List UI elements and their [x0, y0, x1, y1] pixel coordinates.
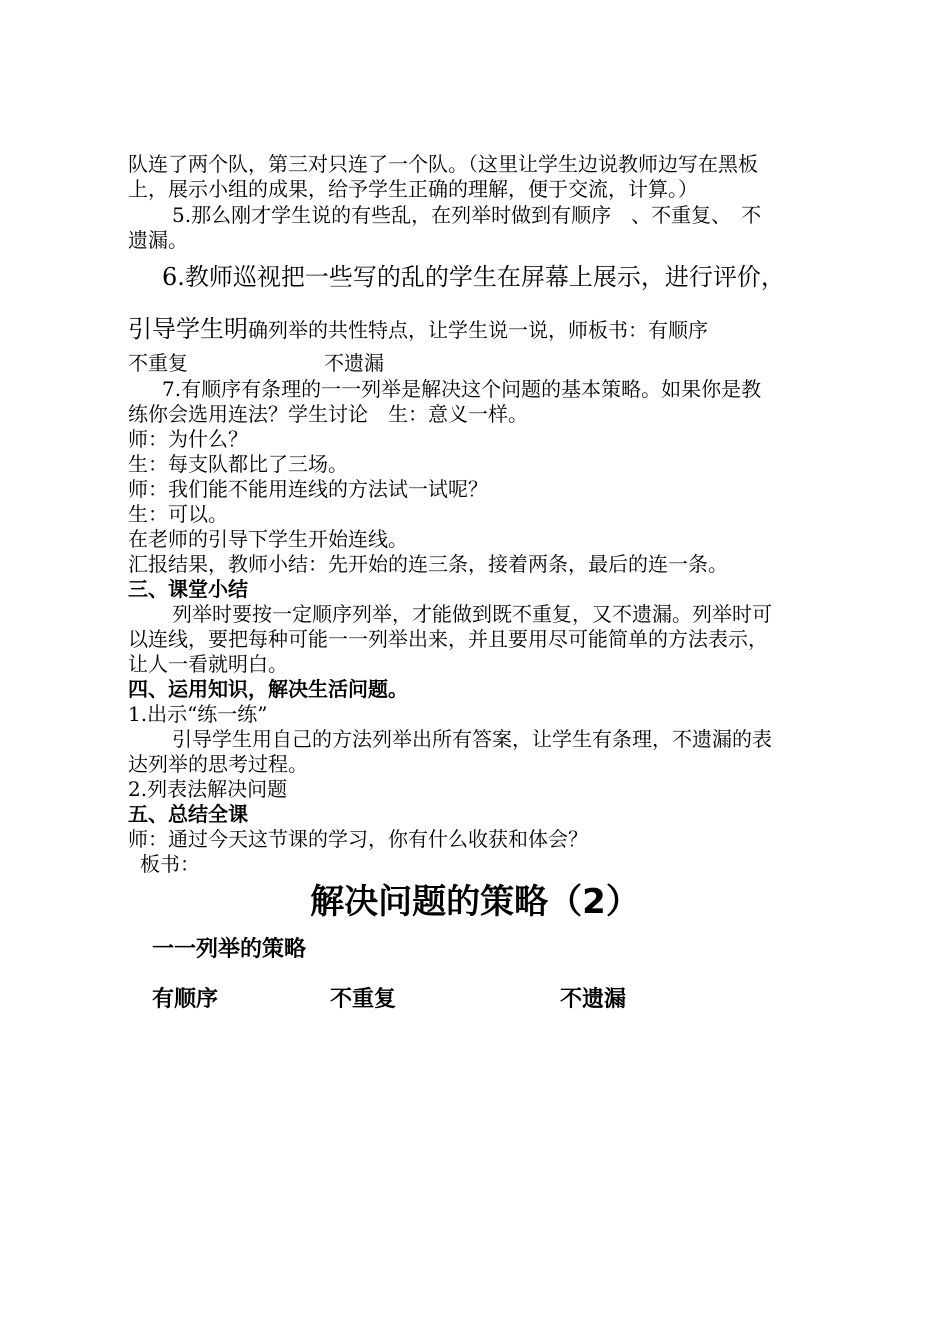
- board-item: 有顺序: [152, 987, 219, 1012]
- board-item: 不遗漏: [560, 987, 627, 1012]
- board-title: 解决问题的策略（2）: [310, 882, 640, 922]
- text-line: 以连线，要把每种可能一一列举出来，并且要用尽可能简单的方法表示，: [128, 627, 768, 651]
- text-line: 生：每支队都比了三场。: [128, 452, 348, 476]
- text-line: [128, 351, 384, 375]
- text-line: 练你会选用连法？学生讨论 生：意义一样。: [128, 402, 528, 426]
- section-heading: 三、课堂小结: [128, 577, 248, 601]
- text-line: 达列举的思考过程。: [128, 752, 308, 776]
- text-line: 5.那么刚才学生说的有些乱，在列举时做到有顺序 、不重复、 不: [172, 203, 762, 227]
- text-line: 汇报结果，教师小结：先开始的连三条，接着两条，最后的连一条。: [128, 552, 728, 576]
- text-segment: 不重复: [128, 351, 188, 375]
- text-segment: 引导学生明: [128, 315, 248, 343]
- text-line: [128, 314, 708, 343]
- text-line: 遗漏。: [128, 228, 188, 252]
- text-line: 师：为什么？: [128, 427, 248, 451]
- text-line: 6.教师巡视把一些写的乱的学生在屏幕上展示，进行评价，: [162, 263, 785, 291]
- board-subtitle: 一一列举的策略: [152, 937, 307, 962]
- text-line: 在老师的引导下学生开始连线。: [128, 527, 408, 551]
- text-line: 队连了两个队，第三对只连了一个队。（这里让学生边说教师边写在黑板: [128, 152, 758, 176]
- text-line: 引导学生用自己的方法列举出所有答案，让学生有条理，不遗漏的表: [172, 727, 772, 751]
- text-line: 师：通过今天这节课的学习，你有什么收获和体会？: [128, 827, 588, 851]
- text-line: 1.出示“练一练”: [128, 702, 268, 726]
- text-line: 2.列表法解决问题: [128, 777, 288, 801]
- section-heading: 五、总结全课: [128, 802, 248, 826]
- text-segment: 不遗漏: [324, 351, 384, 375]
- text-line: 列举时要按一定顺序列举，才能做到既不重复，又不遗漏。列举时可: [172, 602, 772, 626]
- text-line: 让人一看就明白。: [128, 652, 288, 676]
- section-heading: 四、运用知识，解决生活问题。: [128, 677, 408, 701]
- text-line: 生：可以。: [128, 502, 228, 526]
- text-line: 师：我们能不能用连线的方法试一试呢？: [128, 477, 488, 501]
- text-line: 7.有顺序有条理的一一列举是解决这个问题的基本策略。如果你是教: [162, 377, 762, 401]
- text-line: 板书：: [140, 852, 200, 876]
- board-item: 不重复: [330, 987, 397, 1012]
- text-segment: 确列举的共性特点，让学生说一说，师板书：有顺序: [248, 318, 708, 342]
- text-line: 上，展示小组的成果，给予学生正确的理解，便于交流，计算。）: [128, 177, 698, 201]
